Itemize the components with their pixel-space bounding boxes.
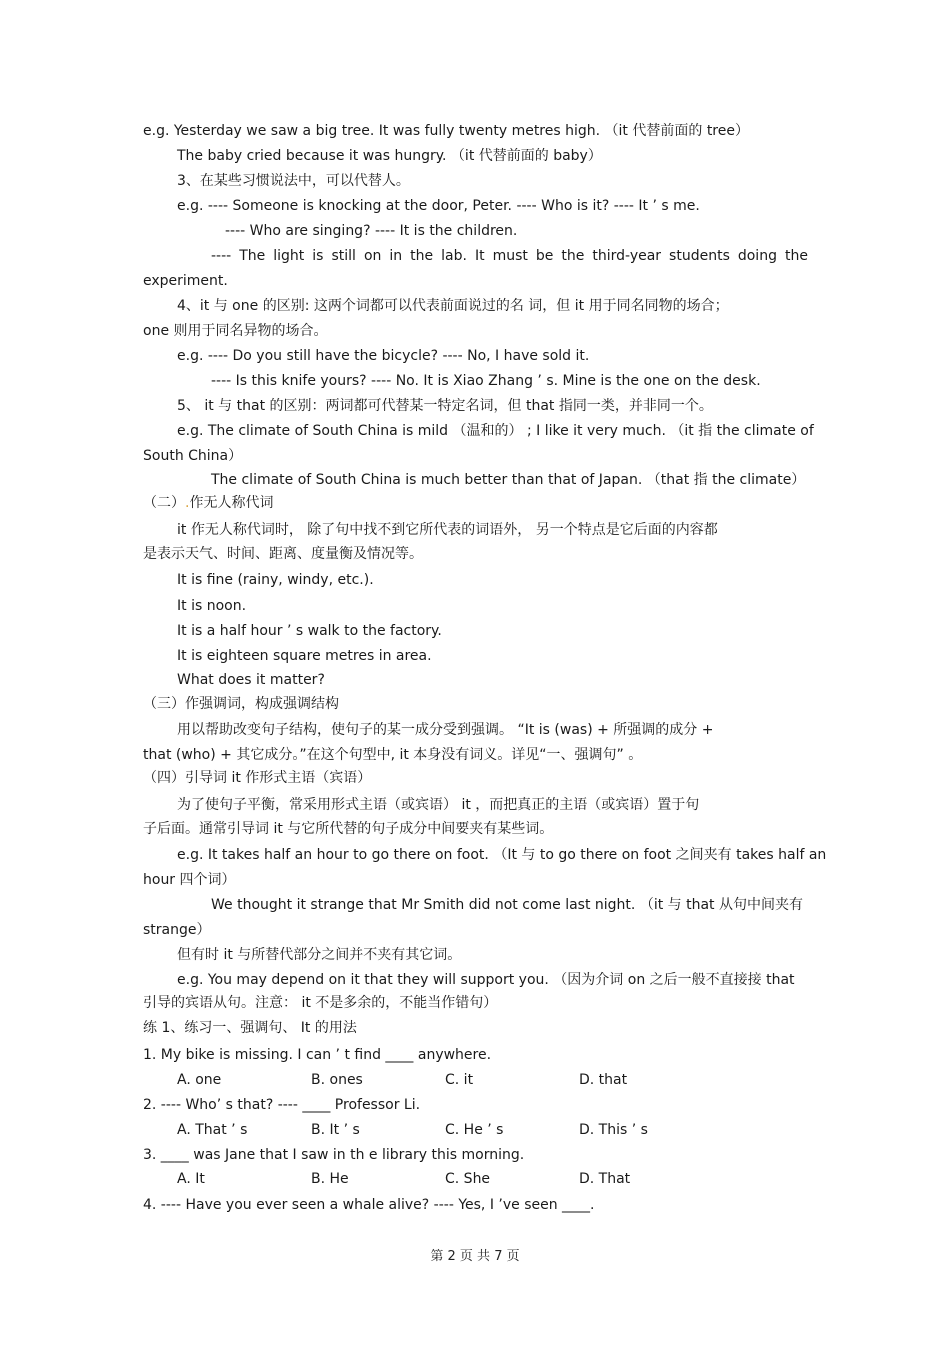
option-c: C. He ’ s: [445, 1122, 504, 1138]
text-line: 为了使句子平衡，常采用形式主语（或宾语） it ，而把真正的主语（或宾语）置于句: [177, 797, 700, 813]
text-line: 5、 it 与 that 的区别：两词都可代替某一特定名词，但 that 指同一类，并非同一个。: [177, 398, 713, 414]
word: the: [784, 248, 808, 264]
option-b: B. ones: [311, 1072, 363, 1088]
word: light: [273, 248, 305, 264]
text-line: ---- Who are singing? ---- It is the children.: [225, 223, 518, 239]
text-line: e.g. ---- Someone is knocking at the door, Peter. ---- Who is it? ---- It ’ s me.: [177, 198, 700, 214]
word: ----: [211, 248, 232, 264]
text-line: 子后面。通常引导词 it 与它所代替的句子成分中间要夹有某些词。: [143, 821, 554, 837]
word: the: [561, 248, 585, 264]
text-line: 是表示天气、时间、距离、度量衡及情况等。: [143, 546, 423, 562]
text-line: e.g. You may depend on it that they will support you. （因为介词 on 之后一般不直接接 that: [177, 972, 795, 988]
word: lab.: [441, 248, 467, 264]
word: is: [312, 248, 324, 264]
text-line: strange）: [143, 922, 211, 938]
text-line: It is noon.: [177, 598, 247, 614]
word: in: [389, 248, 403, 264]
section-heading-2: [143, 494, 273, 512]
option-d: D. This ’ s: [579, 1122, 648, 1138]
heading-text: 作无人称代词: [189, 495, 274, 511]
text-line: 引导的宾语从句。注意： it 不是多余的，不能当作错句）: [143, 995, 498, 1011]
option-c: C. it: [445, 1072, 474, 1088]
text-line: ---- Is this knife yours? ---- No. It is Xiao Zhang ’ s. Mine is the one on the desk.: [211, 373, 761, 389]
word: students: [669, 248, 730, 264]
justified-line: [211, 247, 808, 265]
text-line: hour 四个词）: [143, 872, 236, 888]
exercise-heading: 练 1、练习一、强调句、 It 的用法: [143, 1020, 357, 1036]
option-d: D. That: [579, 1171, 631, 1187]
option-a: A. That ’ s: [177, 1122, 248, 1138]
text-line: The climate of South China is much better than that of Japan. （that 指 the climate）: [211, 472, 806, 488]
word: doing: [737, 248, 777, 264]
option-b: B. He: [311, 1171, 349, 1187]
bullet-dot-icon: .: [185, 495, 190, 511]
text-line: experiment.: [143, 273, 228, 289]
text-line: 4、it 与 one 的区别: 这两个词都可以代表前面说过的名 词，但 it 用于同名同物的场合；: [177, 298, 729, 314]
exercise-question: 2. ---- Who’ s that? ---- ____ Professor Li.: [143, 1097, 421, 1113]
text-line: e.g. Yesterday we saw a big tree. It was fully twenty metres high. （it 代替前面的 tree）: [143, 123, 749, 139]
text-line: one 则用于同名异物的场合。: [143, 323, 328, 339]
text-line: that (who) + 其它成分。”在这个句型中, it 本身没有词义。详见“一、强调句” 。: [143, 747, 643, 763]
option-b: B. It ’ s: [311, 1122, 360, 1138]
word: the: [410, 248, 434, 264]
option-c: C. She: [445, 1171, 491, 1187]
word: be: [535, 248, 554, 264]
text-line: it 作无人称代词时， 除了句中找不到它所代表的词语外， 另一个特点是它后面的内容都: [177, 522, 718, 538]
section-heading-3: （三）作强调词，构成强调结构: [143, 696, 339, 712]
text-line: e.g. It takes half an hour to go there on foot. （It 与 to go there on foot 之间夹有 takes half an: [177, 847, 827, 863]
text-line: The baby cried because it was hungry. （it 代替前面的 baby）: [177, 148, 602, 164]
text-line: What does it matter?: [177, 672, 325, 688]
word: on: [363, 248, 382, 264]
exercise-question: 1. My bike is missing. I can ’ t find ____ anywhere.: [143, 1047, 492, 1063]
exercise-question: 4. ---- Have you ever seen a whale alive? ---- Yes, I ’ve seen ____.: [143, 1197, 595, 1213]
text-line: 用以帮助改变句子结构，使句子的某一成分受到强调。 “It is (was) + 所强调的成分 +: [177, 722, 714, 738]
option-a: A. one: [177, 1072, 222, 1088]
text-line: 但有时 it 与所替代部分之间并不夹有其它词。: [177, 947, 462, 963]
text-line: South China）: [143, 448, 243, 464]
text-line: e.g. ---- Do you still have the bicycle? ---- No, I have sold it.: [177, 348, 590, 364]
section-heading-4: （四）引导词 it 作形式主语（宾语）: [143, 770, 372, 786]
option-d: D. that: [579, 1072, 628, 1088]
word: The: [239, 248, 266, 264]
text-line: e.g. The climate of South China is mild （温和的） ; I like it very much. （it 指 the climate of: [177, 423, 814, 439]
heading-number: （二）: [143, 495, 185, 511]
word: third-year: [592, 248, 662, 264]
word: must: [492, 248, 528, 264]
text-line: It is a half hour ’ s walk to the factory.: [177, 623, 442, 639]
text-line: 3、在某些习惯说法中，可以代替人。: [177, 173, 410, 189]
page-footer: 第 2 页 共 7 页: [430, 1249, 520, 1264]
word: It: [474, 248, 485, 264]
word: still: [331, 248, 356, 264]
text-line: It is fine (rainy, windy, etc.).: [177, 572, 374, 588]
exercise-question: 3. ____ was Jane that I saw in th e library this morning.: [143, 1147, 525, 1163]
option-a: A. It: [177, 1171, 205, 1187]
text-line: We thought it strange that Mr Smith did not come last night. （it 与 that 从句中间夹有: [211, 897, 803, 913]
text-line: It is eighteen square metres in area.: [177, 648, 432, 664]
